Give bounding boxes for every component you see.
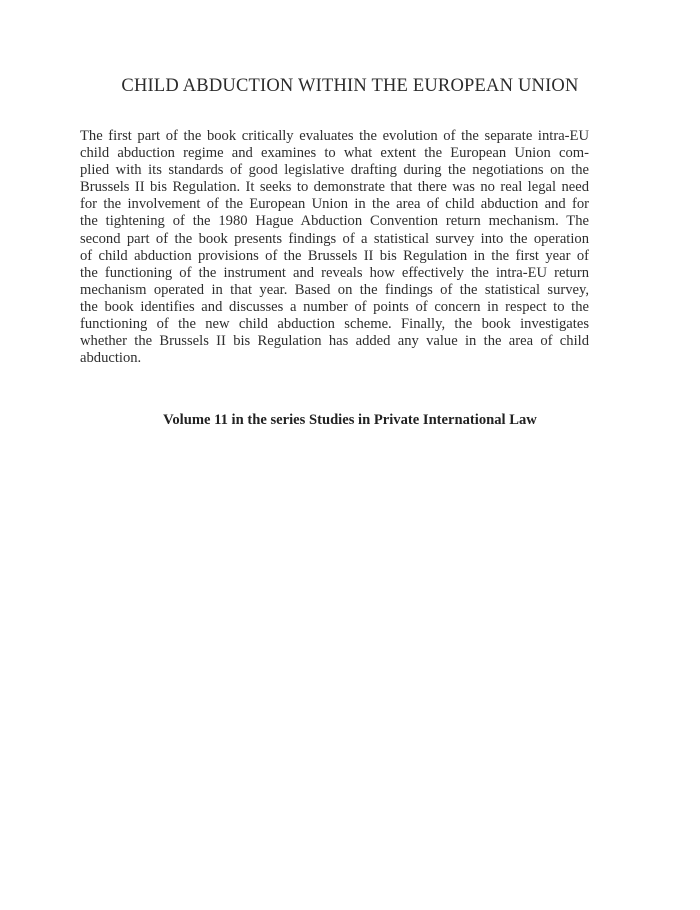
description-line: The first part of the book critically evaluates the evolution of the separate intra-EU [80,128,589,144]
description-line: the book identifies and discusses a number of points of concern in respect to the [80,298,589,315]
description-line: mechanism operated in that year. Based on the findings of the statistical survey, [80,281,589,298]
series-note: Volume 11 in the series Studies in Private International Law [163,412,537,428]
description-line: whether the Brussels II bis Regulation has added any value in the area of child [80,333,589,350]
description-line: abduction. [80,350,142,367]
description-line: second part of the book presents findings of a statistical survey into the operation [80,230,589,247]
description-line: the tightening of the 1980 Hague Abduction Convention return mechanism. The [80,213,589,230]
description-line: functioning of the new child abduction scheme. Finally, the book investigates [80,316,589,333]
description-line: for the involvement of the European Union in the area of child abduction and for [80,196,589,213]
description-line: Brussels II bis Regulation. It seeks to demonstrate that there was no real legal need [80,179,589,196]
description-line: plied with its standards of good legislative drafting during the negotiations on the [80,162,589,179]
book-title: CHILD ABDUCTION WITHIN THE EUROPEAN UNION [121,76,579,96]
description-line: of child abduction provisions of the Brussels II bis Regulation in the first year of [80,247,589,264]
description-line: child abduction regime and examines to what extent the European Union com- [80,145,589,162]
description-line: the functioning of the instrument and reveals how effectively the intra-EU return [80,264,589,281]
book-description [80,128,589,367]
